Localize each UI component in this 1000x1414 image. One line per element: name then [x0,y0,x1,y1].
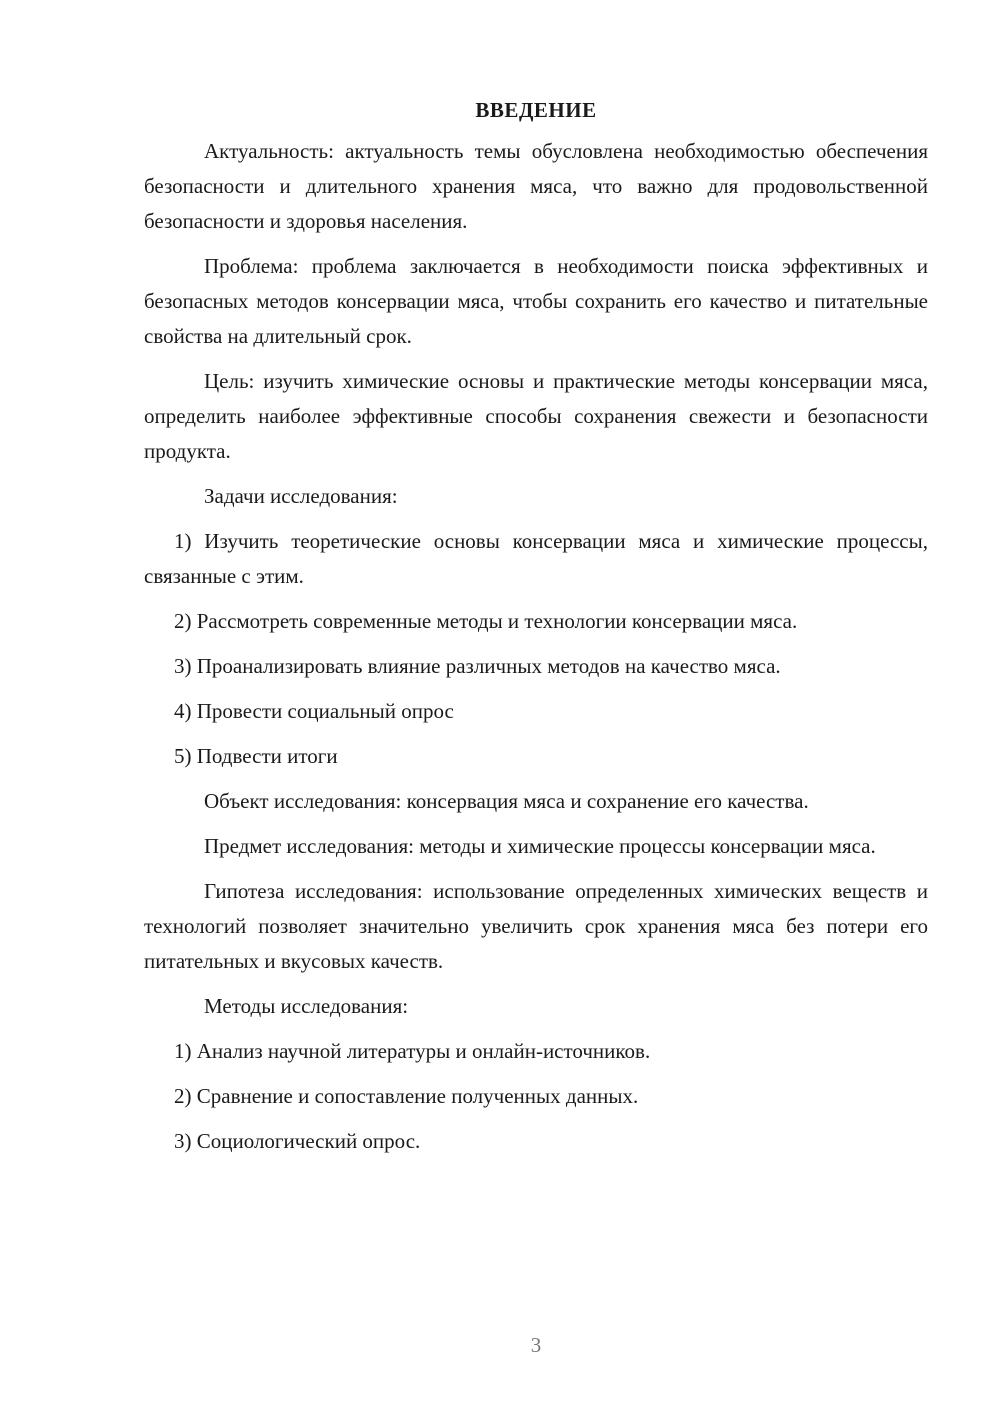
method-item-3: 3) Социологический опрос. [174,1129,421,1153]
methods-heading: Методы исследования: [204,994,409,1018]
paragraph-problem: Проблема: проблема заключается в необходимости поиска эффективных и безопасных методов консервации мяса, чтобы сохранить его качество и питательные свойства на длительный срок. [144,254,928,348]
tasks-heading: Задачи исследования: [204,484,398,508]
task-item-3: 3) Проанализировать влияние различных методов на качество мяса. [174,654,781,678]
task-item-1: 1) Изучить теоретические основы консервации мяса и химические процессы, связанные с этим. [144,529,928,588]
paragraph-subject: Предмет исследования: методы и химические процессы консервации мяса. [204,834,876,858]
task-item-4: 4) Провести социальный опрос [174,699,454,723]
paragraph-object: Объект исследования: консервация мяса и сохранение его качества. [204,789,809,813]
method-item-1: 1) Анализ научной литературы и онлайн-источников. [174,1039,651,1063]
task-item-2: 2) Рассмотреть современные методы и технологии консервации мяса. [174,609,798,633]
paragraph-goal: Цель: изучить химические основы и практические методы консервации мяса, определить наиболее эффективные способы сохранения свежести и безопасности продукта. [144,369,928,463]
page-content [144,92,928,1169]
paragraph-hypothesis: Гипотеза исследования: использование определенных химических веществ и технологий позволяет значительно увеличить срок хранения мяса без потери его питательных и вкусовых качеств. [144,879,928,973]
page-title: ВВЕДЕНИЕ [475,98,597,122]
page-number: 3 [530,1333,542,1357]
method-item-2: 2) Сравнение и сопоставление полученных данных. [174,1084,639,1108]
paragraph-relevance: Актуальность: актуальность темы обусловлена необходимостью обеспечения безопасности и длительного хранения мяса, что важно для продовольственной безопасности и здоровья населения. [144,139,928,233]
task-item-5: 5) Подвести итоги [174,744,338,768]
